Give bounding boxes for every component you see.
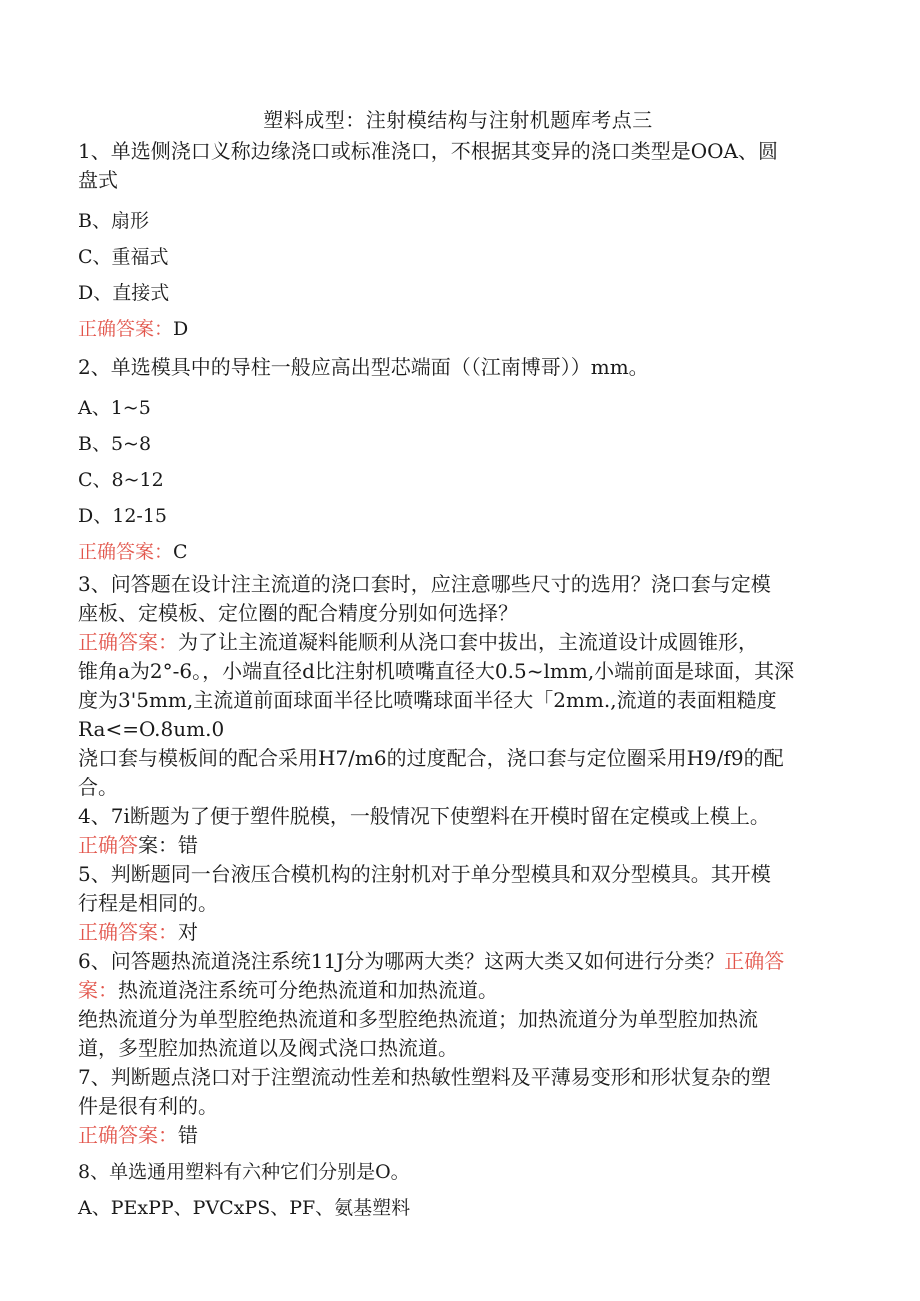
question-text: 行程是相同的。: [78, 891, 218, 915]
answer-line: [78, 628, 838, 657]
answer-text: 绝热流道分为单型腔绝热流道和多型腔绝热流道；加热流道分为单型腔加热流: [78, 1007, 758, 1031]
answer-text: 道，多型腔加热流道以及阀式浇口热流道。: [78, 1036, 458, 1060]
question-1: [78, 137, 838, 341]
answer-value: 错: [178, 1123, 198, 1147]
option-a: A、1~5: [78, 397, 151, 419]
answer-label: 正确答案：: [78, 1123, 178, 1147]
answer-text: 锥角a为2°-6。，小端直径d比注射机喷嘴直径大0.5~lmm,小端前面是球面，其深: [78, 659, 795, 683]
answer-line: [78, 918, 838, 947]
answer-value: 错: [178, 833, 198, 857]
question-text: 2、单选模具中的导柱一般应高出型芯端面（（江南博哥））mm。: [78, 355, 649, 379]
answer-label: 正确答案：: [78, 630, 178, 654]
answer-line: [78, 540, 838, 564]
answer-label-rest: 案：: [78, 978, 118, 1002]
answer-label: 正确答案：: [78, 920, 178, 944]
answer-value: 对: [178, 920, 198, 944]
option-b: B、5~8: [78, 433, 152, 455]
answer-text: Ra<=O.8um.0: [78, 717, 225, 741]
question-7: [78, 1063, 838, 1150]
question-5: [78, 860, 838, 947]
answer-line: [78, 317, 838, 341]
question-3: [78, 570, 838, 802]
question-text: 7、判断题点浇口对于注塑流动性差和热敏性塑料及平薄易变形和形状复杂的塑: [78, 1065, 771, 1089]
question-text: 4、7i断题为了便于塑件脱模，一般情况下使塑料在开模时留在定模或上模上。: [78, 804, 770, 828]
answer-value: D: [173, 318, 189, 340]
answer-label: 正确答案：: [78, 318, 174, 340]
answer-label: 正确答: [724, 949, 785, 973]
answer-text: 为了让主流道凝料能顺利从浇口套中拔出，主流道设计成圆锥形，: [178, 630, 758, 654]
answer-text: 热流道浇注系统可分绝热流道和加热流道。: [118, 978, 498, 1002]
option-a: A、PExPP、PVCxPS、PF、氨基塑料: [78, 1197, 411, 1219]
question-text-part: 6、问答题热流道浇注系统11J分为哪两大类？这两大类又如何进行分类？: [78, 949, 725, 973]
question-text: [78, 947, 838, 976]
option-b: B、扇形: [78, 210, 149, 232]
option-d: D、12-15: [78, 505, 168, 527]
question-text: 8、单选通用塑料有六种它们分别是O。: [78, 1161, 410, 1183]
answer-text: 浇口套与模板间的配合采用H7∕m6的过度配合，浇口套与定位圈采用H9∕f9的配: [78, 746, 784, 770]
question-text: 5、判断题同一台液压合模机构的注射机对于单分型模具和双分型模具。其开模: [78, 862, 771, 886]
question-8: [78, 1160, 838, 1220]
page-title: 塑料成型：注射模结构与注射机题库考点三: [263, 108, 653, 132]
answer-value: C: [173, 541, 188, 563]
question-text: 件是很有利的。: [78, 1094, 218, 1118]
option-c: C、重福式: [78, 246, 169, 268]
question-text: 3、问答题在设计注主流道的浇口套时，应注意哪些尺寸的选用？浇口套与定模: [78, 572, 771, 596]
answer-label: 正确答案：: [78, 541, 174, 563]
answer-line: [78, 1121, 838, 1150]
question-text: 盘式: [78, 168, 118, 192]
answer-label-rest: 案：: [138, 833, 178, 857]
option-c: C、8~12: [78, 469, 164, 491]
answer-label: 正确答: [78, 833, 138, 857]
question-4: [78, 802, 838, 860]
question-text: 座板、定模板、定位圈的配合精度分别如何选择？: [78, 601, 518, 625]
answer-text: 合。: [78, 775, 118, 799]
answer-line: [78, 831, 838, 860]
question-text: 1、单选侧浇口义称边缘浇口或标准浇口，不根据其变异的浇口类型是OOA、圆: [78, 139, 778, 163]
document-page: [78, 104, 838, 1232]
answer-text: 度为3'5mm,主流道前面球面半径比喷嘴球面半径大「2mm.,流道的表面粗糙度: [78, 688, 777, 712]
question-6: [78, 947, 838, 1063]
question-2: [78, 353, 838, 564]
option-d: D、直接式: [78, 282, 170, 304]
answer-line: [78, 976, 838, 1005]
